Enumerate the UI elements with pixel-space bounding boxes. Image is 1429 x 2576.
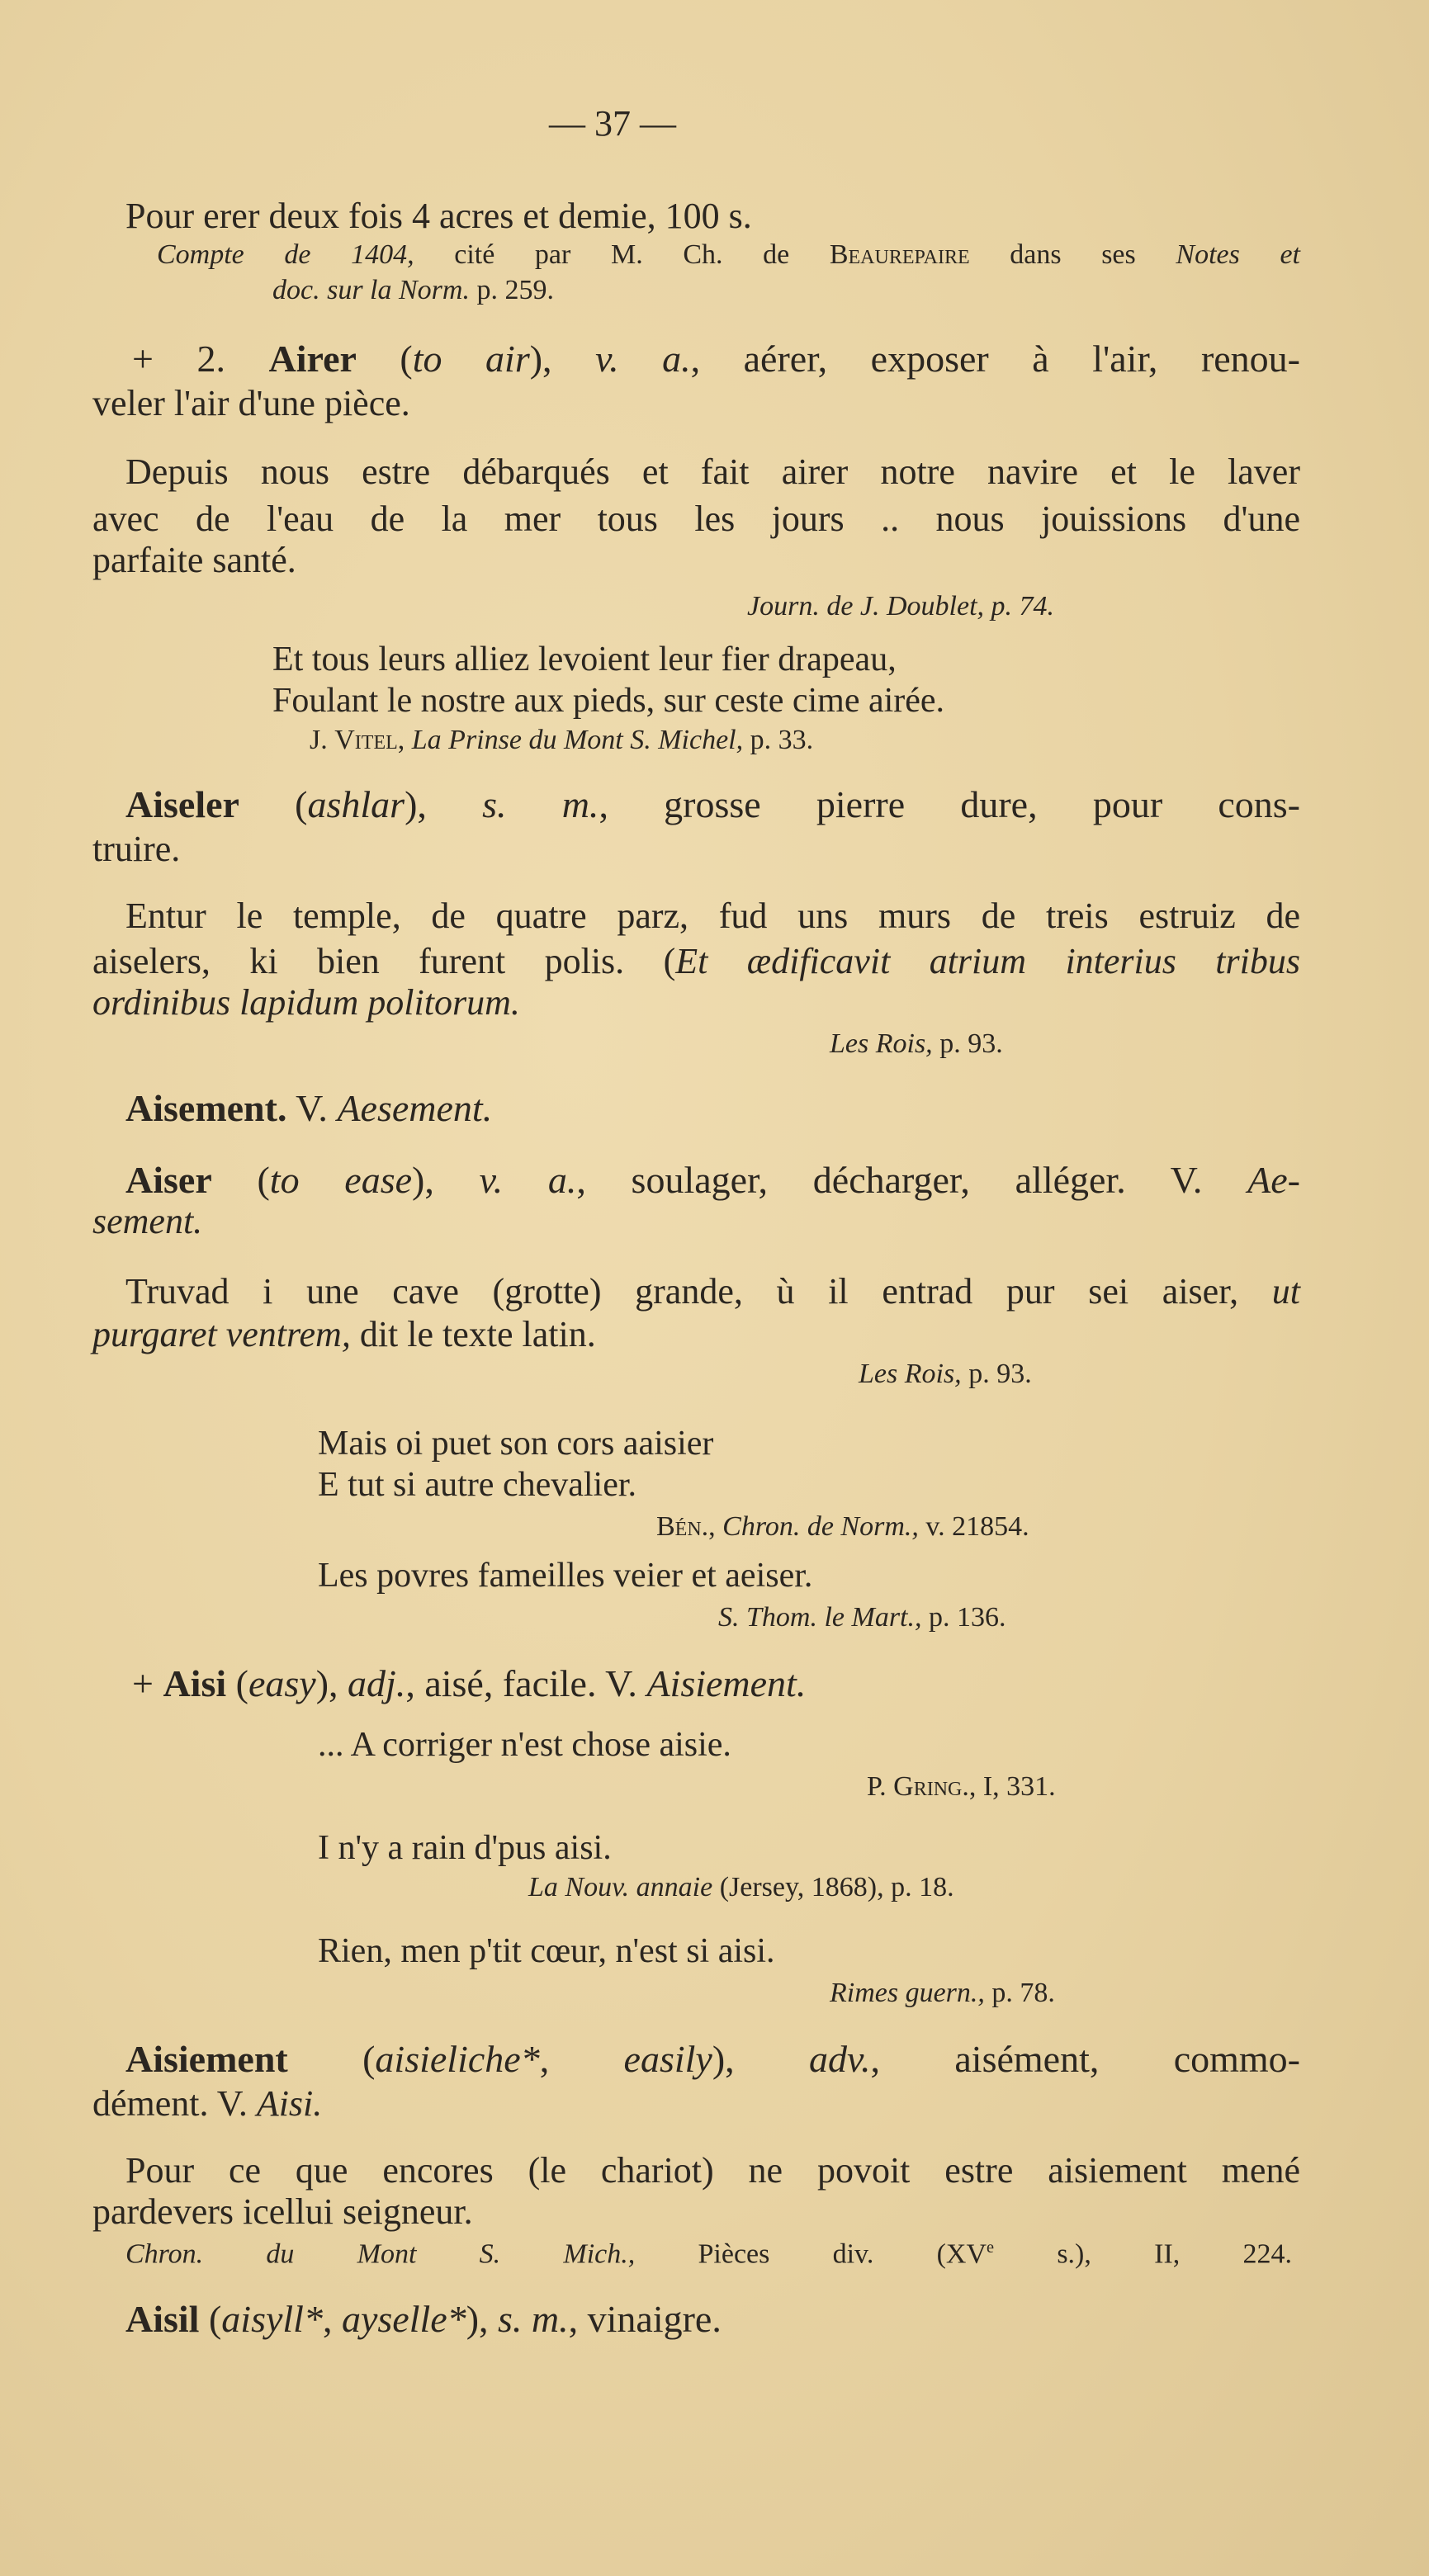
text-segment: , [708, 1511, 723, 1542]
verse-line [318, 1831, 612, 1865]
verse-line [318, 1558, 812, 1593]
text-segment: + 2. [132, 338, 269, 380]
text-segment: ( [226, 1662, 248, 1704]
text-line [92, 982, 520, 1023]
text-segment: avec de l'eau de la mer tous les jours .. nous jouissions d'une [92, 499, 1300, 539]
text-segment: p. 78. [984, 1978, 1055, 2008]
text-segment: cité par M. Ch. de [414, 239, 830, 270]
text-segment: purgaret ventrem, [92, 1314, 351, 1354]
citation-line [125, 2239, 1292, 2268]
text-segment: ordinibus lapidum politorum. [92, 982, 520, 1023]
text-segment: Chron. de Norm., [722, 1511, 919, 1542]
text-segment: doc. sur la Norm. [272, 275, 470, 305]
text-segment: adv. [809, 2038, 871, 2080]
text-line [125, 1161, 1300, 1199]
text-segment: S. Thom. le Mart., [718, 1602, 922, 1633]
text-segment: veler l'air d'une pièce. [92, 383, 410, 423]
text-segment: ( [239, 783, 308, 825]
text-segment: p. 259. [469, 275, 554, 305]
text-segment: parfaite santé. [92, 540, 296, 580]
text-segment: Les Rois, [859, 1359, 962, 1389]
text-segment: Notes et [1176, 239, 1300, 270]
text-segment: ( [211, 1159, 270, 1201]
text-segment: e [987, 2238, 995, 2257]
text-segment: Les povres fameilles veier et aeiser. [318, 1557, 813, 1595]
text-line [92, 542, 296, 579]
text-segment: adj. [348, 1662, 406, 1704]
text-line [132, 340, 1300, 378]
verse-line [272, 642, 897, 677]
text-line [125, 2150, 1300, 2191]
text-segment: aisieliche* [375, 2038, 540, 2080]
text-segment: (Jersey, 1868), p. 18. [712, 1872, 954, 1902]
text-segment: Foulant le nostre aux pieds, sur ceste cime airée. [272, 682, 945, 720]
text-segment: , I, 331. [968, 1771, 1056, 1802]
headword: Aiser [125, 1159, 212, 1201]
text-segment: v. a. [479, 1159, 577, 1201]
citation-line [867, 1773, 1056, 1801]
text-segment: ayselle* [341, 2298, 466, 2340]
text-segment: ( [287, 2038, 376, 2080]
headword: Aiseler [125, 783, 239, 825]
text-segment: ashlar [307, 783, 405, 825]
headword: Aisement. [125, 1087, 287, 1129]
text-segment: Pièces div. (XV [635, 2238, 987, 2270]
text-segment: s. m. [498, 2298, 569, 2340]
text-segment: P. [867, 1771, 894, 1802]
text-segment: , vinaigre. [568, 2298, 722, 2340]
text-segment: easily [623, 2038, 712, 2080]
text-segment: easy [248, 1662, 316, 1704]
text-segment: ( [356, 338, 413, 380]
citation-line [310, 726, 813, 754]
text-line [92, 943, 1300, 980]
text-segment: , [322, 2298, 342, 2340]
text-segment: ... A corriger n'est chose aisie. [318, 1726, 731, 1764]
text-line [125, 783, 1300, 825]
headword: Aisi [163, 1662, 227, 1704]
text-segment: + [132, 1662, 163, 1704]
text-segment: , grosse pierre dure, pour cons- [599, 783, 1300, 825]
citation-line [718, 1604, 1006, 1632]
text-segment: ), [405, 783, 483, 825]
text-line [132, 1662, 807, 1704]
text-segment: V. [286, 1087, 338, 1129]
text-line [92, 1316, 596, 1353]
text-segment: J. [310, 725, 335, 755]
text-line [125, 2040, 1300, 2078]
text-line [125, 198, 752, 234]
text-segment: I n'y a rain d'pus aisi. [318, 1829, 612, 1867]
text-segment: aiselers, ki bien furent polis. ( [92, 941, 676, 981]
text-segment: Aisiement. [646, 1662, 807, 1704]
text-line [125, 451, 1300, 492]
text-segment: s. m. [482, 783, 599, 825]
verse-line [318, 1934, 775, 1969]
text-segment: Compte de 1404, [157, 239, 414, 270]
citation-line [747, 593, 1054, 621]
text-segment: ), [466, 2298, 499, 2340]
text-segment: Entur le temple, de quatre parz, fud uns murs de treis estruiz de [125, 896, 1300, 936]
text-segment: p. 93. [961, 1359, 1032, 1389]
text-segment: , [539, 2038, 624, 2080]
citation-line [859, 1360, 1032, 1388]
text-segment: Rien, men p'tit cœur, n'est si aisi. [318, 1932, 775, 1970]
text-segment: Et ædificavit atrium interius tribus [675, 941, 1301, 981]
text-segment: Pour ce que encores (le chariot) ne povoit estre aisiement mené [125, 2150, 1300, 2191]
text-segment: dément. V. [92, 2083, 257, 2124]
text-segment: p. 33. [743, 725, 814, 755]
text-segment: ( [199, 2298, 222, 2340]
text-segment: Beaurepaire [829, 239, 970, 270]
text-segment: Journ. de J. Doublet, p. 74. [747, 591, 1055, 622]
text-line [125, 1271, 1300, 1312]
text-segment: Bén. [656, 1511, 709, 1542]
citation-line [830, 1979, 1055, 2007]
text-line [92, 2191, 473, 2232]
text-segment: Les Rois, [830, 1028, 933, 1059]
text-segment: , aisé, facile. V. [405, 1662, 647, 1704]
text-line [125, 1089, 492, 1127]
text-segment: p. 136. [921, 1602, 1006, 1633]
citation-line [830, 1030, 1003, 1058]
text-segment: Chron. du Mont S. Mich., [125, 2238, 636, 2270]
text-segment: , aérer, exposer à l'air, renou- [690, 338, 1300, 380]
text-segment: ), [412, 1159, 480, 1201]
text-segment: sement. [92, 1201, 203, 1241]
text-line [92, 385, 410, 422]
text-segment: , [397, 725, 412, 755]
text-segment: Et tous leurs alliez levoient leur fier drapeau, [272, 640, 897, 678]
text-segment: Mais oi puet son cors aaisier [318, 1425, 714, 1463]
text-segment: Gring. [893, 1771, 969, 1802]
verse-line [318, 1468, 636, 1502]
text-line [92, 1203, 202, 1240]
text-segment: aisyll* [221, 2298, 323, 2340]
text-segment: pardevers icellui seigneur. [92, 2191, 473, 2232]
text-segment: ), [315, 1662, 348, 1704]
text-segment: , aisément, commo- [870, 2038, 1301, 2080]
text-segment: dit le texte latin. [350, 1314, 596, 1354]
citation-line [656, 1513, 1029, 1541]
text-segment: Pour erer deux fois 4 acres et demie, 100 s. [125, 196, 752, 236]
text-line [125, 898, 1300, 934]
text-segment: ), [712, 2038, 810, 2080]
text-segment: , soulager, décharger, alléger. V. [576, 1159, 1248, 1201]
text-segment: Vitel [334, 725, 398, 755]
text-segment: Depuis nous estre débarqués et fait airer notre navire et le laver [125, 451, 1300, 492]
citation-line [528, 1874, 954, 1902]
text-segment: v. a. [595, 338, 691, 380]
text-segment: s.), II, 224. [994, 2238, 1293, 2270]
citation-line [157, 241, 1300, 269]
text-segment: v. 21854. [918, 1511, 1029, 1542]
text-segment: to ease [269, 1159, 413, 1201]
verse-line [272, 683, 944, 718]
headword: Aisiement [125, 2038, 288, 2080]
text-segment: Ae- [1247, 1159, 1300, 1201]
text-segment: Truvad i une cave (grotte) grande, ù il entrad pur sei aiser, [125, 1271, 1272, 1312]
text-segment: ), [529, 338, 596, 380]
text-line [125, 2300, 722, 2338]
headword: Airer [268, 338, 357, 380]
text-segment: Aisi. [256, 2083, 323, 2124]
text-line [92, 501, 1300, 537]
text-segment: Rimes guern., [830, 1978, 985, 2008]
text-segment: p. 93. [932, 1028, 1003, 1059]
headword: Aisil [125, 2298, 200, 2340]
text-segment: dans ses [969, 239, 1176, 270]
text-line [92, 2083, 323, 2124]
text-line [92, 831, 180, 867]
verse-line [318, 1728, 731, 1762]
citation-line [272, 277, 554, 305]
text-segment: La Nouv. annaie [528, 1872, 713, 1902]
text-segment: ut [1271, 1271, 1300, 1312]
text-segment: to air [412, 338, 530, 380]
text-segment: E tut si autre chevalier. [318, 1466, 637, 1504]
text-segment: truire. [92, 829, 181, 869]
text-segment: La Prinse du Mont S. Michel, [411, 725, 744, 755]
verse-line [318, 1426, 713, 1461]
text-segment: Aesement. [337, 1087, 493, 1129]
page-number: — 37 — [549, 103, 676, 144]
